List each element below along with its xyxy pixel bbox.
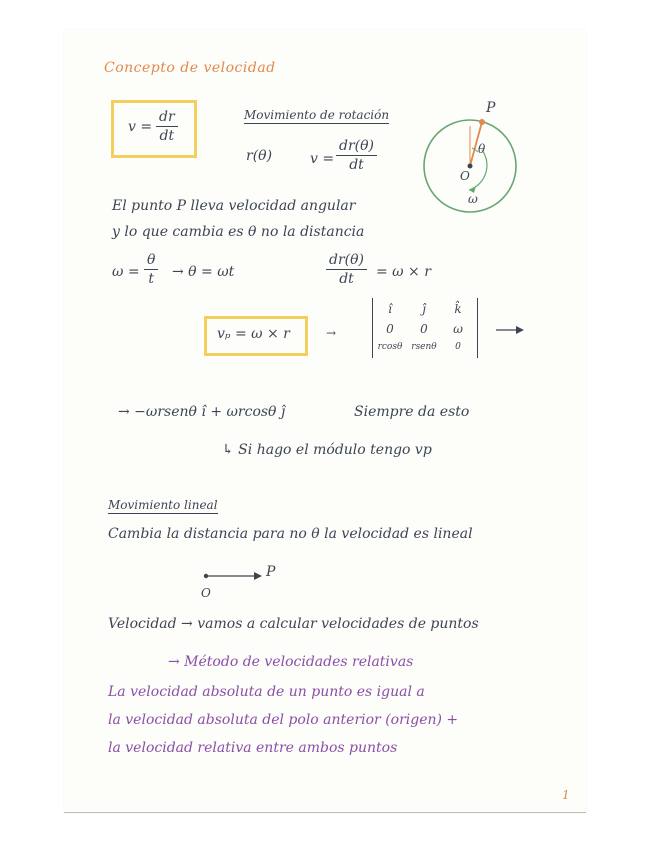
origin-label: O (460, 169, 470, 183)
omega-fraction: $\frac{\theta}{t}$ (144, 252, 158, 287)
angular-line-1: El punto P lleva velocidad angular (112, 198, 356, 214)
relative-line-2: la velocidad absoluta del polo anterior (origen) + (108, 712, 459, 728)
page-title: Concepto de velocidad (104, 60, 276, 76)
vp-box (204, 316, 308, 356)
linear-point-label: P (266, 564, 276, 580)
matrix-r1-c2: ĵ (422, 302, 426, 316)
point-p-marker (479, 119, 485, 125)
linear-heading: Movimiento lineal (108, 498, 218, 512)
linear-text: Cambia la distancia para no θ la velocidad es lineal (108, 526, 473, 542)
derivative-rhs: = ω × r (376, 264, 431, 280)
omega-lhs: ω = (112, 264, 140, 280)
notebook-page (64, 30, 586, 813)
vp-arrow: → (326, 326, 337, 340)
velocity-lhs: v = (128, 119, 153, 135)
point-p-label: P (486, 100, 496, 116)
vp-formula: vₚ = ω × r (217, 326, 290, 342)
velocity-denominator: dt (159, 128, 175, 144)
rotation-v-fraction: $\frac{dr(\theta)}{dt}$ (336, 138, 377, 173)
omega-arrow (469, 150, 487, 190)
r-theta-label: r(θ) (246, 148, 273, 164)
omega-label: ω (468, 192, 478, 206)
omega-rhs: → θ = ωt (172, 264, 235, 280)
theta-label: θ (478, 142, 486, 156)
matrix-r3-c3: 0 (455, 342, 461, 352)
cross-product-matrix (372, 298, 478, 358)
matrix-r2-c3: ω (453, 322, 463, 336)
matrix-r3-c1: rcosθ (377, 342, 403, 352)
matrix-arrowhead (516, 326, 524, 334)
derivative-fraction: $\frac{dr(\theta)}{dt}$ (326, 252, 367, 287)
cross-product-result: → −ωrsenθ î + ωrcosθ ĵ (118, 404, 286, 420)
modulus-note: ↳ Si hago el módulo tengo vp (222, 442, 432, 458)
relative-heading: → Método de velocidades relativas (168, 654, 414, 670)
angular-line-2: y lo que cambia es θ no la distancia (112, 224, 365, 240)
linear-origin-label: O (201, 586, 211, 600)
velocity-numerator: dr (156, 109, 178, 127)
always-note: Siempre da esto (354, 404, 470, 420)
matrix-r1-c3: k̂ (454, 302, 462, 316)
origin-marker (468, 164, 473, 169)
linear-velocity-line: Velocidad → vamos a calcular velocidades de puntos (108, 616, 479, 632)
page-number: 1 (562, 788, 570, 802)
relative-line-3: la velocidad relativa entre ambos puntos (108, 740, 398, 756)
linear-origin-marker (204, 574, 208, 578)
matrix-r2-c1: 0 (386, 322, 394, 336)
relative-line-1: La velocidad absoluta de un punto es igual a (108, 684, 425, 700)
rotation-v-lhs: v = (310, 151, 335, 167)
matrix-r2-c2: 0 (420, 322, 428, 336)
linear-arrowhead (254, 572, 262, 580)
rotation-heading: Movimiento de rotación (244, 108, 390, 122)
matrix-r1-c1: î (388, 302, 392, 316)
matrix-r3-c2: rsenθ (411, 342, 437, 352)
